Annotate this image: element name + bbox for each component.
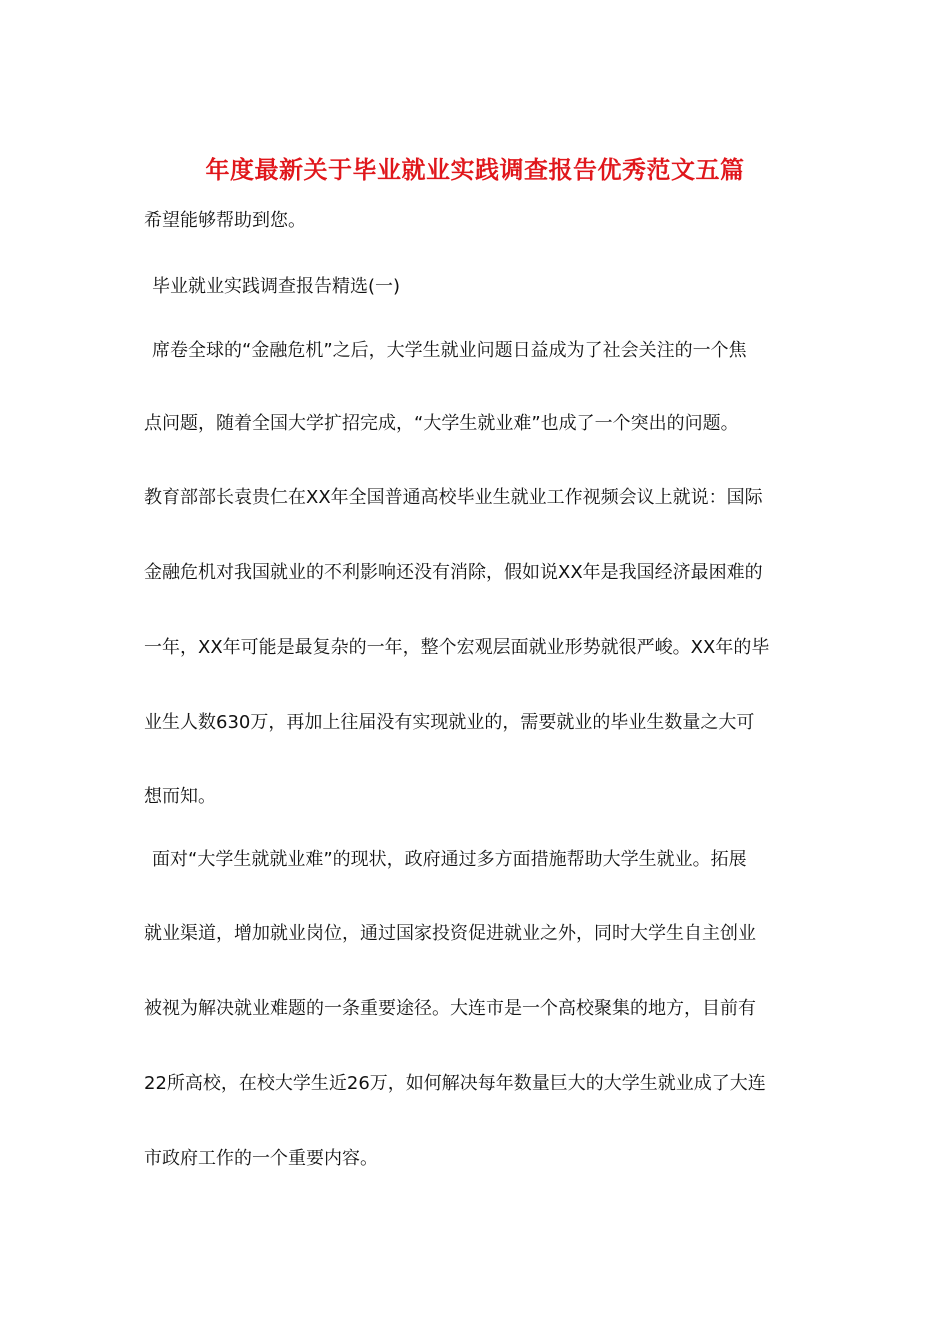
paragraph-line: 面对“大学生就就业难”的现状，政府通过多方面措施帮助大学生就业。拓展: [152, 849, 747, 870]
section-heading: 毕业就业实践调查报告精选(一): [152, 276, 401, 297]
paragraph-line: 市政府工作的一个重要内容。: [144, 1148, 378, 1169]
paragraph-line: 一年，XX年可能是最复杂的一年，整个宏观层面就业形势就很严峻。XX年的毕: [144, 637, 770, 658]
paragraph-line: 点问题，随着全国大学扩招完成，“大学生就业难”也成了一个突出的问题。: [144, 413, 739, 434]
paragraph-line: 想而知。: [144, 786, 216, 807]
intro-line: 希望能够帮助到您。: [144, 210, 306, 231]
paragraph-line: 教育部部长袁贵仁在XX年全国普通高校毕业生就业工作视频会议上就说：国际: [144, 487, 763, 508]
paragraph-line: 业生人数630万，再加上往届没有实现就业的，需要就业的毕业生数量之大可: [144, 712, 755, 733]
paragraph-line: 席卷全球的“金融危机”之后，大学生就业问题日益成为了社会关注的一个焦: [152, 340, 747, 361]
paragraph-line: 22所高校，在校大学生近26万，如何解决每年数量巨大的大学生就业成了大连: [144, 1073, 766, 1094]
paragraph-line: 金融危机对我国就业的不利影响还没有消除，假如说XX年是我国经济最困难的: [144, 562, 763, 583]
paragraph-line: 就业渠道，增加就业岗位，通过国家投资促进就业之外，同时大学生自主创业: [144, 923, 756, 944]
document-title: 年度最新关于毕业就业实践调查报告优秀范文五篇: [205, 156, 745, 184]
paragraph-line: 被视为解决就业难题的一条重要途径。大连市是一个高校聚集的地方，目前有: [144, 998, 756, 1019]
